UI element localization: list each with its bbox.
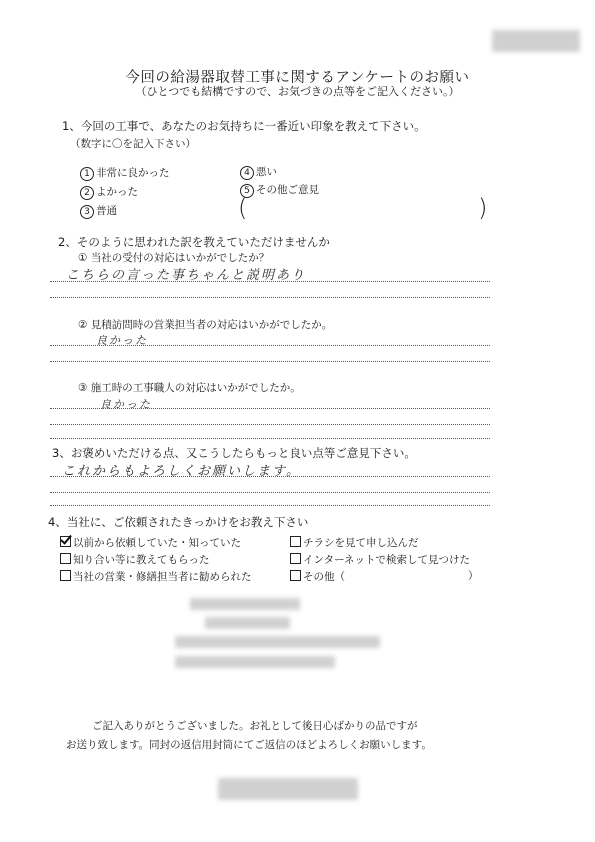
closing-line2: お送り致します。同封の返信用封筒にてご返信のほどよろしくお願いします。	[66, 739, 432, 751]
answer-line	[50, 281, 490, 282]
q4-option-1[interactable]	[60, 535, 241, 550]
q4-option-6[interactable]	[290, 569, 345, 584]
option-label: その他ご意見	[256, 184, 319, 196]
q1-note: （数字に〇を記入下さい）	[70, 138, 196, 150]
q1-option-4[interactable]	[240, 164, 277, 180]
q3-answer: これからもよろしくお願いします。	[62, 464, 301, 479]
q4-other-close: ）	[468, 570, 479, 582]
q2-answer1: こちらの言った事ちゃんと説明あり	[66, 268, 307, 283]
q1-option-2[interactable]	[80, 184, 138, 200]
redacted-signature	[218, 778, 358, 800]
redacted-header-mark	[492, 30, 580, 52]
q4-option-4[interactable]	[290, 535, 419, 550]
q1-other-paren-open: (	[238, 194, 248, 222]
circled-number: 5	[240, 184, 254, 198]
checkbox[interactable]	[290, 570, 301, 581]
answer-line	[50, 476, 490, 477]
option-label: インターネットで検索して見つけた	[303, 554, 471, 566]
checkbox-checked[interactable]	[60, 536, 71, 547]
redacted-stamp-line	[205, 617, 290, 629]
q2-answer3: 良かった	[100, 398, 152, 411]
answer-line	[50, 408, 490, 409]
q2-sub3: ③ 施工時の工事職人の対応はいかがでしたか。	[78, 382, 301, 394]
checkbox[interactable]	[290, 536, 301, 547]
option-label: チラシを見て申し込んだ	[303, 537, 419, 549]
page-title: 今回の給湯器取替工事に関するアンケートのお願い	[125, 70, 470, 86]
answer-line	[50, 297, 490, 298]
q2-answer2: 良かった	[96, 334, 148, 347]
option-label: 悪い	[256, 166, 277, 178]
option-label: 以前から依頼していた・知っていた	[73, 537, 241, 549]
circled-number: 3	[80, 205, 94, 219]
redacted-stamp-line	[175, 656, 335, 668]
q1-question: 1、今回の工事で、あなたのお気持ちに一番近い印象を教えて下さい。	[62, 119, 426, 133]
q1-option-5[interactable]	[240, 182, 319, 198]
page-subtitle: （ひとつでも結構ですので、お気づきの点等をご記入ください。）	[135, 85, 460, 98]
answer-line	[50, 424, 490, 425]
option-label: 知り合い等に教えてもらった	[73, 554, 210, 566]
circled-number: 1	[80, 167, 94, 181]
q3-question: 3、お褒めいただける点、又こうしたらもっと良い点等ご意見下さい。	[52, 446, 416, 460]
answer-line	[50, 345, 490, 346]
option-label: よかった	[96, 186, 138, 198]
q4-option-3[interactable]	[60, 569, 252, 584]
q4-question: 4、当社に、ご依頼されたきっかけをお教え下さい	[48, 515, 309, 529]
q2-sub1: ① 当社の受付の対応はいかがでしたか？	[78, 252, 270, 264]
checkbox[interactable]	[60, 553, 71, 564]
q1-option-1[interactable]	[80, 165, 170, 181]
checkbox[interactable]	[290, 553, 301, 564]
q2-question: 2、そのように思われた訳を教えていただけませんか	[58, 235, 330, 249]
checkbox[interactable]	[60, 570, 71, 581]
redacted-stamp-line	[190, 598, 300, 610]
circled-number: 4	[240, 166, 254, 180]
circled-number: 2	[80, 186, 94, 200]
redacted-stamp-line	[175, 636, 380, 648]
option-label: 非常に良かった	[96, 167, 170, 179]
q4-option-2[interactable]	[60, 552, 210, 567]
option-label: その他（	[303, 571, 345, 583]
q2-sub2: ② 見積訪問時の営業担当者の対応はいかがでしたか。	[78, 319, 333, 331]
closing-line1: ご記入ありがとうございました。お礼として後日心ばかりの品ですが	[92, 720, 418, 732]
q1-option-3[interactable]	[80, 203, 117, 219]
q4-option-5[interactable]	[290, 552, 470, 567]
option-label: 普通	[96, 205, 117, 217]
answer-line	[50, 505, 490, 506]
answer-line	[50, 361, 490, 362]
answer-line	[50, 438, 490, 439]
q1-other-paren-close: )	[478, 194, 488, 222]
answer-line	[50, 492, 490, 493]
option-label: 当社の営業・修繕担当者に勧められた	[73, 571, 252, 583]
